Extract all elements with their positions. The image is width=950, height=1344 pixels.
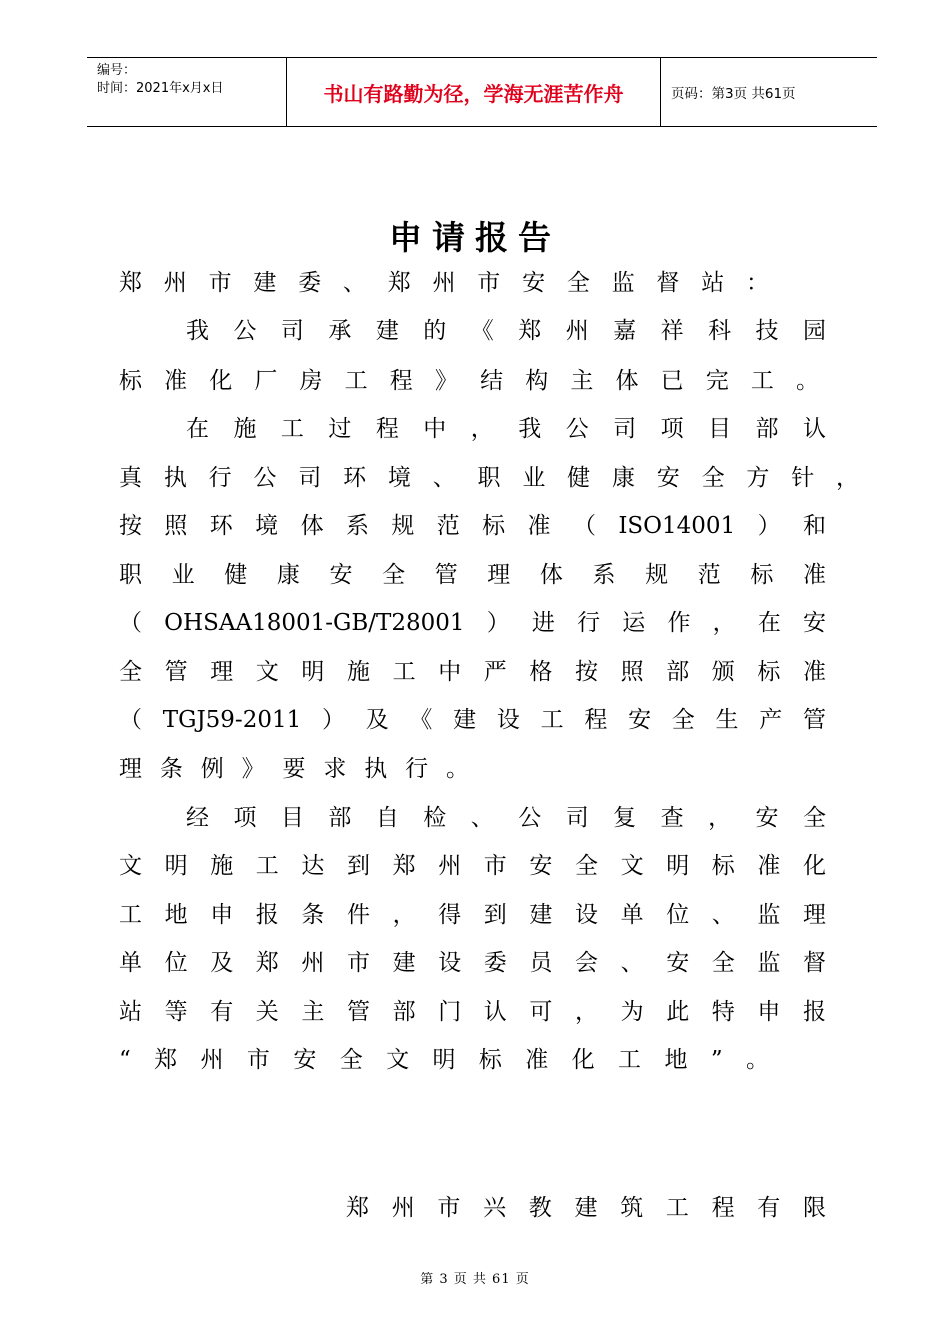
body-line: （TGJ59-2011）及《建设工程安全生产管 [119, 707, 826, 733]
body-line: （OHSAA18001-GB/T28001）进行运作，在安 [119, 610, 826, 636]
body-line: 经项目部自检、公司复查，安全 [186, 805, 826, 831]
body-line: 在施工过程中，我公司项目部认 [186, 416, 826, 442]
body-line: 职业健康安全管理体系规范标准 [119, 562, 826, 588]
time-label: 时间：2021年x月x日 [97, 81, 224, 96]
header-meta [87, 58, 287, 126]
page-footer: 第 3 页 共 61 页 [420, 1272, 530, 1287]
body-line: 标准化厂房工程》结构主体已完工。 [119, 368, 819, 394]
body-line: 真执行公司环境、职业健康安全方针， [119, 465, 859, 491]
number-label: 编号： [97, 63, 137, 78]
body-line: 理条例》要求执行。 [119, 756, 469, 782]
header-page-info: 页码：第3页 共61页 [671, 86, 796, 102]
salutation-line: 郑州市建委、郑州市安全监督站： [119, 270, 769, 296]
body-line: 按照环境体系规范标准（ISO14001）和 [119, 513, 826, 539]
body-line: 工地申报条件，得到建设单位、监理 [119, 902, 826, 928]
body-line: 文明施工达到郑州市安全文明标准化 [119, 853, 826, 879]
page-header [87, 57, 877, 127]
body-line: 站等有关主管部门认可，为此特申报 [119, 999, 826, 1025]
document-title: 申请报告 [389, 218, 561, 257]
body-line: 我公司承建的《郑州嘉祥科技园 [186, 318, 826, 344]
body-line: “郑州市安全文明标准化工地”。 [119, 1047, 769, 1073]
body-line: 全管理文明施工中严格按照部颁标准 [119, 659, 826, 685]
body-line: 单位及郑州市建设委员会、安全监督 [119, 950, 826, 976]
header-motto: 书山有路勤为径，学海无涯苦作舟 [287, 58, 661, 126]
signature-line: 郑州市兴教建筑工程有限 [346, 1195, 826, 1221]
